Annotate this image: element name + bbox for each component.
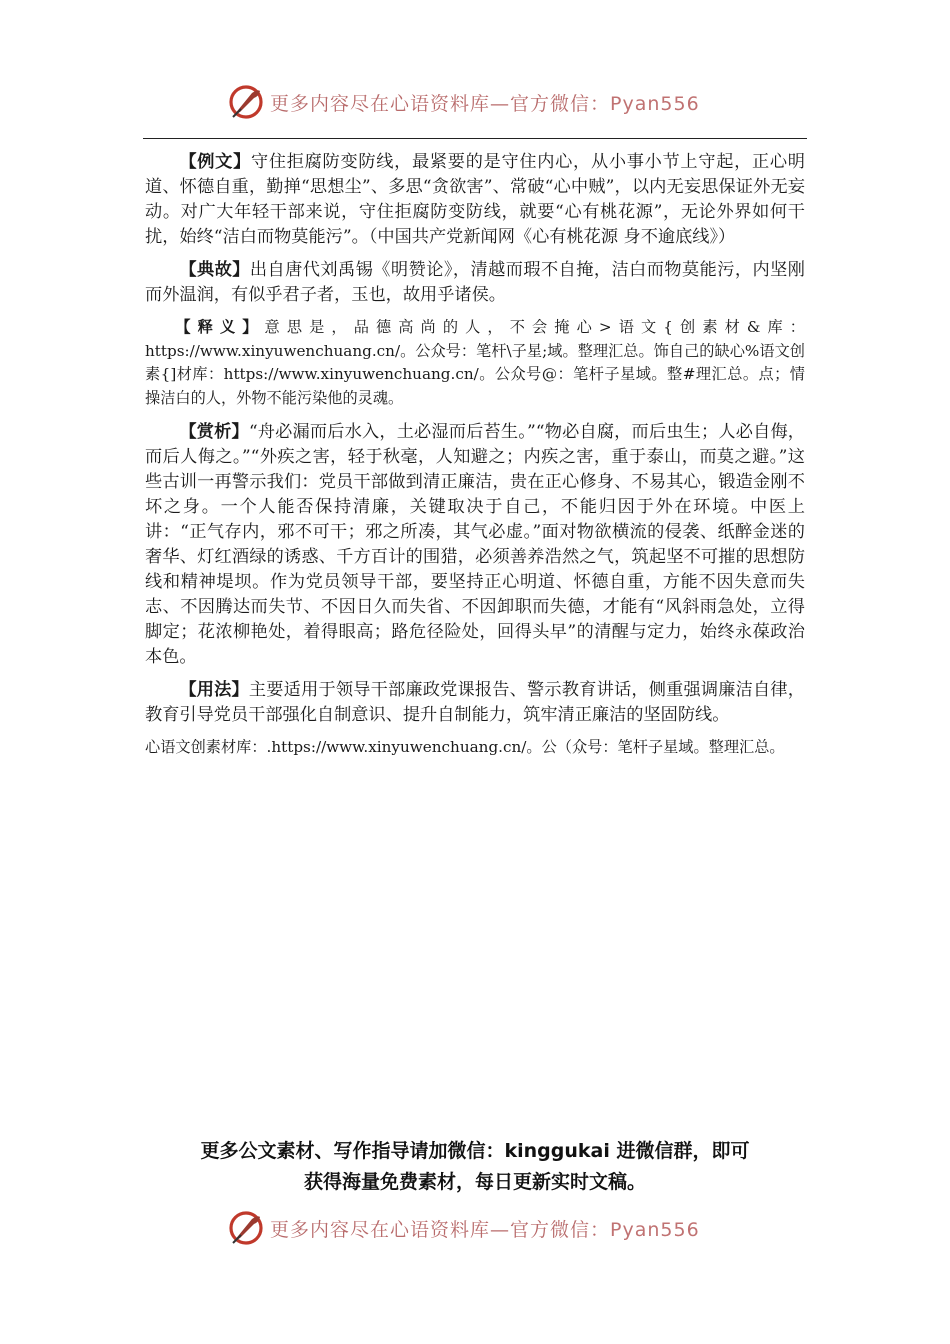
meaning-tag: 【释义】 (175, 318, 265, 336)
meaning-text: 意思是，品德高尚的人，不会掩心>语文{创素材&库：https://www.xinyuwenchuang.cn/。公众号：笔杆\子星;域。整理汇总。饰自己的缺心%语文创素{]材库：https://www.xinyuwenchuang.cn/。公众号@：笔杆子星域。整#理汇总。点；情操洁白的人，外物不能污染他的灵魂。 (145, 318, 805, 407)
header-divider (143, 138, 807, 139)
example-paragraph (145, 150, 805, 250)
usage-tag: 【用法】 (179, 680, 249, 700)
example-tag: 【例文】 (179, 152, 251, 172)
example-text: 守住拒腐防变防线，最紧要的是守住内心，从小事小节上守起，正心明道、怀德自重，勤掸“思想尘”、多思“贪欲害”、常破“心中贼”，以内无妄思保证外无妄动。对广大年轻干部来说，守住拒腐防变防线，就要“心有桃花源”，无论外界如何干扰，始终“洁白而物莫能污”。（中国共产党新闻网《心有桃花源 身不逾底线》） (145, 152, 805, 247)
header-banner (228, 82, 788, 122)
appreciation-paragraph (145, 420, 805, 670)
appreciation-text: “舟必漏而后水入，土必湿而后苔生。”“物必自腐，而后虫生；人必自侮，而后人侮之。”“外疾之害，轻于秋毫，人知避之；内疾之害，重于泰山，而莫之避。”这些古训一再警示我们：党员干部做到清正廉洁，贵在正心修身、不易其心，锻造金刚不坏之身。一个人能否保持清廉，关键取决于自己，不能归因于外在环境。中医上讲：“正气存内，邪不可干；邪之所凑，其气必虚。”面对物欲横流的侵袭、纸醉金迷的奢华、灯红酒绿的诱惑、千方百计的围猎，必须善养浩然之气，筑起坚不可摧的思想防线和精神堤坝。作为党员领导干部，要坚持正心明道、怀德自重，方能不因失意而失志、不因腾达而失节、不因日久而失省、不因卸职而失德，才能有“风斜雨急处，立得脚定；花浓柳艳处，着得眼高；路危径险处，回得头早”的清醒与定力，始终永葆政治本色。 (145, 422, 805, 667)
meaning-paragraph (145, 316, 805, 410)
allusion-tag: 【典故】 (179, 260, 250, 280)
allusion-text: 出自唐代刘禹锡《明赞论》，清越而瑕不自掩，洁白而物莫能污，内坚刚而外温润，有似乎君子者，玉也，故用乎诸侯。 (145, 260, 805, 305)
promo-line-1: 更多公文素材、写作指导请加微信：kinggukai 进微信群，即可 (200, 1140, 750, 1162)
allusion-paragraph (145, 258, 805, 308)
usage-text: 主要适用于领导干部廉政党课报告、警示教育讲话，侧重强调廉洁自律，教育引导党员干部强化自制意识、提升自制能力，筑牢清正廉洁的坚固防线。 (145, 680, 805, 725)
header-wechat-id: Pyan556 (610, 92, 700, 115)
quill-logo-icon (228, 1210, 264, 1246)
quill-logo-icon (228, 84, 264, 120)
footer-wechat-id: Pyan556 (610, 1218, 700, 1241)
promo-block (140, 1136, 810, 1198)
footer-banner (228, 1208, 788, 1248)
usage-paragraph (145, 678, 805, 728)
source-footnote: 心语文创素材库：.https://www.xinyuwenchuang.cn/。公（众号：笔杆子星域。整理汇总。 (145, 738, 785, 756)
document-body (145, 150, 805, 759)
appreciation-tag: 【赏析】 (179, 422, 249, 442)
promo-line-2: 获得海量免费素材，每日更新实时文稿。 (303, 1171, 646, 1193)
header-banner-text: 更多内容尽在心语资料库—官方微信：Pyan556 (270, 92, 700, 115)
footer-banner-text: 更多内容尽在心语资料库—官方微信：Pyan556 (270, 1218, 700, 1241)
